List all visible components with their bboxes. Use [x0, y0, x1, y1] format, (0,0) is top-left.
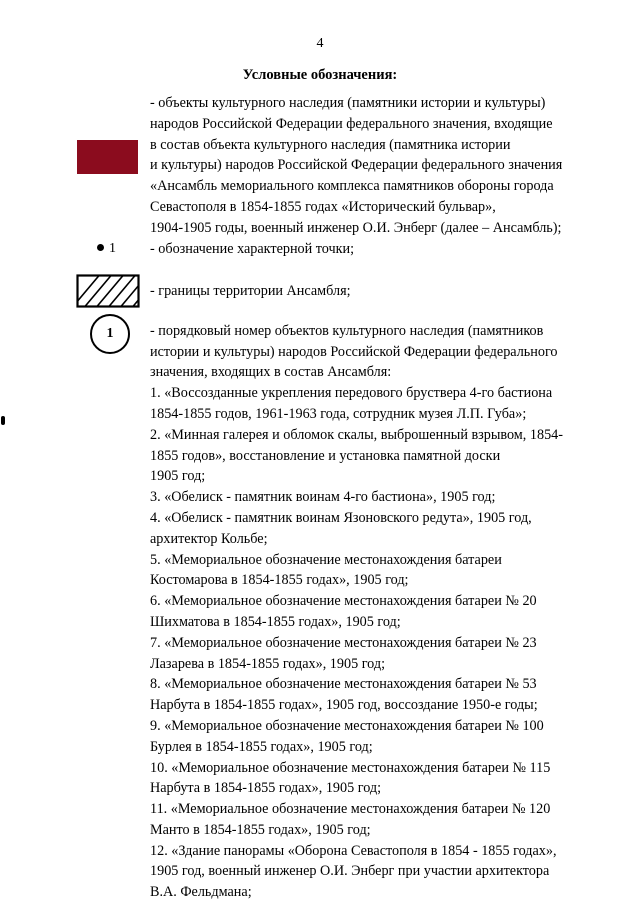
list-item: 5. «Мемориальное обозначение местонахождения батареи — [150, 552, 502, 568]
text-line: народов Российской Федерации федерального значения, входящие — [150, 116, 553, 132]
list-item: Бурлея в 1854-1855 годах», 1905 год; — [150, 739, 373, 755]
scan-margin-mark — [1, 416, 5, 425]
text-line: «Ансамбль мемориального комплекса памятников обороны города — [150, 178, 554, 194]
object-number-circle-icon: 1 — [90, 314, 130, 354]
list-item: В.А. Фельдмана; — [150, 884, 252, 900]
text-line: в состав объекта культурного наследия (памятника истории — [150, 137, 511, 153]
page-number: 4 — [316, 36, 324, 51]
list-item: 12. «Здание панорамы «Оборона Севастополя в 1854 - 1855 годах», — [150, 843, 557, 859]
list-item: 8. «Мемориальное обозначение местонахождения батареи № 53 — [150, 676, 537, 692]
point-dot-icon — [97, 244, 104, 251]
text-line: - порядковый номер объектов культурного наследия (памятников — [150, 323, 544, 339]
list-item: 2. «Минная галерея и обломок скалы, выброшенный взрывом, 1854- — [150, 427, 563, 443]
list-item: 1. «Воссозданные укрепления передового бруствера 4-го бастиона — [150, 385, 553, 401]
list-item: 1905 год; — [150, 468, 206, 484]
list-item: 10. «Мемориальное обозначение местонахождения батареи № 115 — [150, 760, 551, 776]
list-item: архитектор Кольбе; — [150, 531, 268, 547]
text-line: Севастополя в 1854-1855 годах «Исторический бульвар», — [150, 199, 496, 215]
list-item: 6. «Мемориальное обозначение местонахождения батареи № 20 — [150, 593, 537, 609]
list-item: Нарбута в 1854-1855 годах», 1905 год, воссоздание 1950-е годы; — [150, 697, 538, 713]
text-line: истории и культуры) народов Российской Федерации федерального — [150, 344, 558, 360]
list-item: 1905 год, военный инженер О.И. Энберг при участии архитектора — [150, 863, 550, 879]
text-line: - границы территории Ансамбля; — [150, 283, 351, 299]
list-item: 1855 годов», восстановление и установка памятной доски — [150, 448, 501, 464]
list-item: Шихматова в 1854-1855 годах», 1905 год; — [150, 614, 401, 630]
point-symbol-label: 1 — [109, 241, 116, 256]
list-item: 1854-1855 годов, 1961-1963 года, сотрудник музея Л.П. Губа»; — [150, 406, 527, 422]
text-line: - объекты культурного наследия (памятники истории и культуры) — [150, 95, 546, 111]
characteristic-point-symbol — [97, 239, 116, 259]
text-line: и культуры) народов Российской Федерации федерального значения — [150, 157, 563, 173]
list-item: 3. «Обелиск - памятник воинам 4-го бастиона», 1905 год; — [150, 489, 496, 505]
list-item: Лазарева в 1854-1855 годах», 1905 год; — [150, 656, 386, 672]
list-item: Манто в 1854-1855 годах», 1905 год; — [150, 822, 371, 838]
text-line: - обозначение характерной точки; — [150, 241, 355, 257]
list-item: 11. «Мемориальное обозначение местонахождения батареи № 120 — [150, 801, 551, 817]
list-item: 7. «Мемориальное обозначение местонахождения батареи № 23 — [150, 635, 537, 651]
list-item: Нарбута в 1854-1855 годах», 1905 год; — [150, 780, 382, 796]
list-item: Костомарова в 1854-1855 годах», 1905 год; — [150, 572, 409, 588]
legend-title: Условные обозначения: — [242, 67, 398, 83]
text-line: 1904-1905 годы, военный инженер О.И. Энберг (далее – Ансамбль); — [150, 220, 562, 236]
text-line: значения, входящих в состав Ансамбля: — [150, 364, 392, 380]
list-item: 9. «Мемориальное обозначение местонахождения батареи № 100 — [150, 718, 544, 734]
territory-boundary-hatch-icon — [76, 274, 140, 308]
heritage-object-symbol — [77, 140, 138, 174]
list-item: 4. «Обелиск - памятник воинам Язоновского редута», 1905 год, — [150, 510, 532, 526]
